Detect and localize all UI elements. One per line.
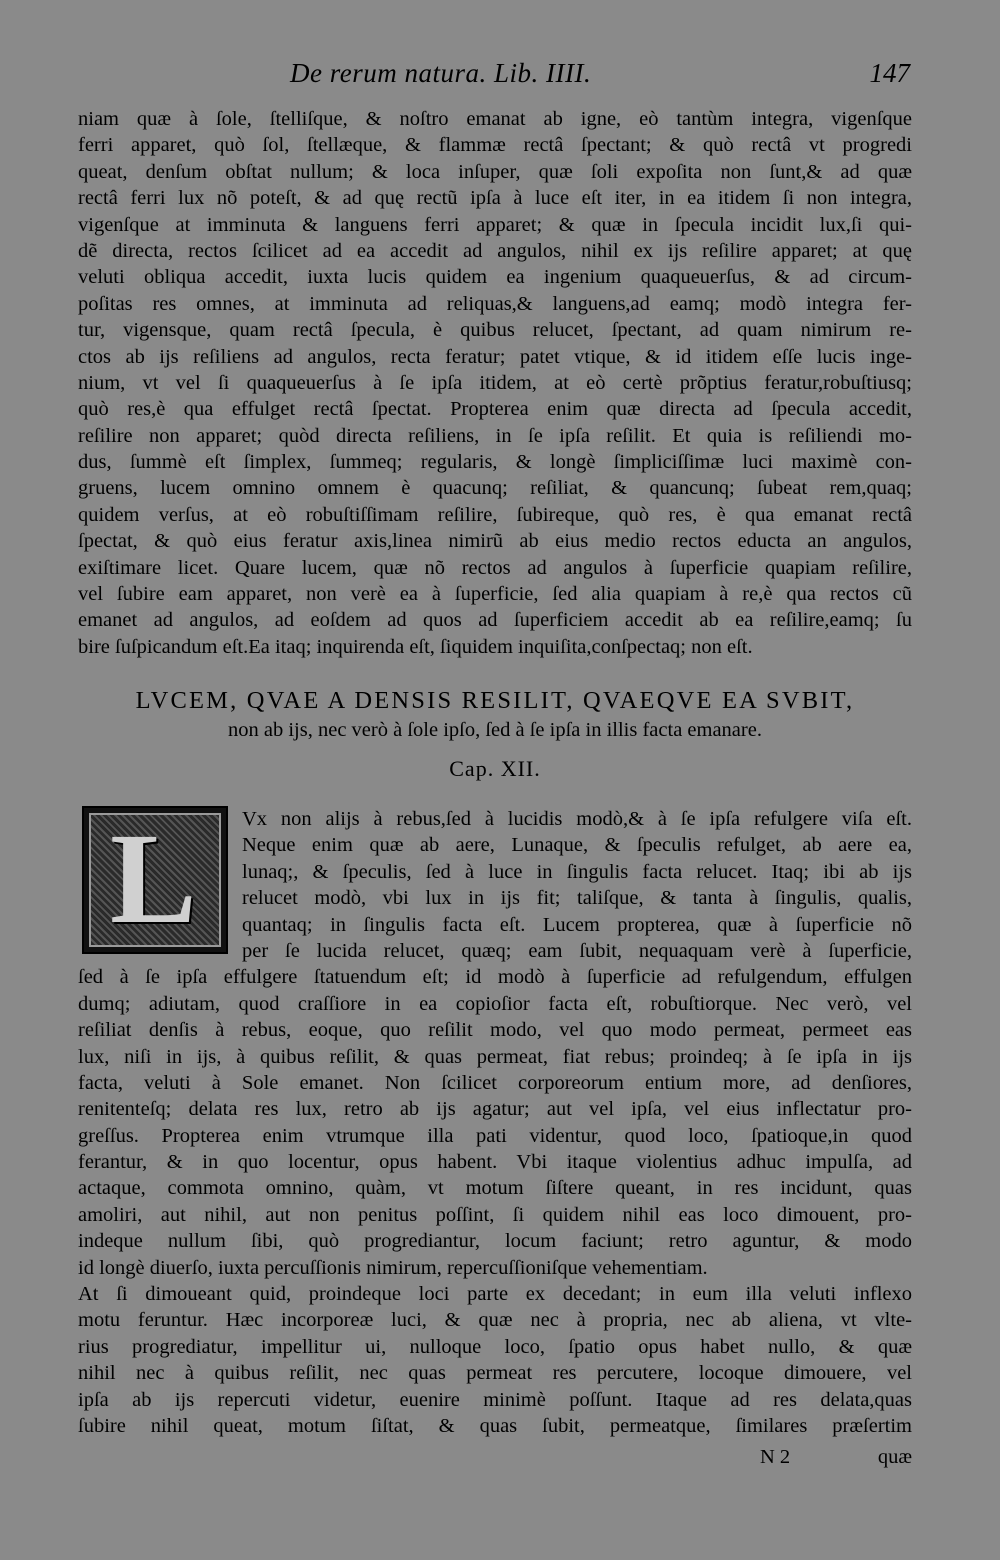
text-line: quidem verſus, at eò robuſtiſſimam reſilire, ſubireque, quò res, è qua emanat rectâ — [78, 503, 912, 526]
text-line: nium, vt vel ſi quaqueuerſus à ſe ipſa itidem, at eò certè prõptius feratur,robuſtiusq; — [78, 371, 912, 394]
text-line: rius progrediatur, impellitur ui, nulloque loco, ſpatio opus habet nullo, & quæ — [78, 1335, 912, 1358]
text-line: niam quæ à ſole, ſtelliſque, & noſtro emanat ab igne, eò tantùm integra, vigenſque — [78, 108, 912, 130]
text-line: veluti obliqua accedit, iuxta lucis quidem ea ingenium quaqueuerſus, & ad circum- — [78, 266, 912, 289]
text-line: reſiliat denſis à rebus, eoque, quo reſilit modo, vel quo modo permeat, permeet eas — [78, 1019, 912, 1042]
text-line: quantaq; in ſingulis facta eſt. Lucem propterea, quæ à ſuperficie nõ — [242, 913, 912, 936]
text-line: ſed à ſe ipſa effulgere ſtatuendum eſt; id modò à ſuperficie ad refulgendum, effulgen — [78, 966, 912, 989]
text-line: facta, veluti à Sole emanet. Non ſcilicet corporeorum entium more, ad denſiores, — [78, 1071, 912, 1094]
catchword: quæ — [877, 1446, 912, 1468]
chapter-number: Cap. XII. — [449, 756, 541, 781]
page-footer — [78, 1446, 912, 1476]
page-header — [80, 58, 910, 98]
text-line: emanet ad angulos, ad eoſdem ad quos ad ſuperficiem accedit ab ea reſilire,eamq; ſu — [78, 609, 912, 632]
text-line: At ſi dimoueant quid, proindeque loci parte ex decedant; in eum illa veluti inflexo — [78, 1283, 912, 1306]
running-title: De rerum natura. Lib. IIII. — [290, 58, 592, 88]
text-line: Neque enim quæ ab aere, Lunaque, & ſpeculis refulget, ab aere ea, — [242, 834, 912, 857]
text-line: lux, niſi in ijs, à quibus reſilit, & quas permeat, fiat rebus; proindeq; à ſe ipſa in ijs — [78, 1045, 912, 1068]
text-line: ferri apparet, quò ſol, ſtellæque, & flammæ rectâ ſpectant; & quò rectâ vt progredi — [78, 134, 912, 157]
text-line: motu feruntur. Hæc incorporeæ luci, & quæ nec à propria, nec ab aliena, vt vlte- — [78, 1309, 912, 1332]
text-line: ferantur, & in quo locentur, opus habent. Vbi itaque violentius adhuc impulſa, ad — [78, 1151, 912, 1174]
text-line: amoliri, aut nihil, aut non penitus poſſint, ſi quidem nihil eas loco dimouent, pro- — [78, 1203, 912, 1226]
text-line: per ſe lucida relucet, quæq; eam ſubit, nequaquam verè à ſuperficie, — [242, 939, 912, 962]
text-line: nihil nec à quibus reſilit, nec quas permeat res percutere, locoque dimouere, vel — [78, 1362, 912, 1385]
text-line: tur, vigensque, quam rectâ ſpecula, è quibus relucet, ſpectant, ad quam nimirum re- — [78, 319, 912, 342]
text-line: relucet modò, vbi lux in ijs fit; taliſque, & tanta à ſingulis, qualis, — [242, 887, 912, 910]
text-line: ctos ab ijs reſiliens ad angulos, recta feratur; patet vtique, & id itidem eſſe lucis inge- — [78, 345, 912, 368]
text-line: exiſtimare licet. Quare lucem, quæ nõ rectos ad angulos à ſuperficie quapiam reſilire, — [78, 556, 912, 579]
text-line: lunaq;, & ſpeculis, ſed à luce in ſingulis facta relucet. Itaq; ibi ab ijs — [242, 860, 912, 883]
text-line: vigenſque at imminuta & languens ferri apparet; & quæ in ſpecula incidit lux,ſi qui- — [78, 213, 912, 236]
text-line: actaque, commota omnino, quàm, vt motum ſiſtere queant, in res incidunt, quas — [78, 1177, 912, 1200]
text-line: ſpectat, & quò eius feratur axis,linea nimirũ ab eius medio rectos educta an angulos, — [78, 530, 912, 553]
text-line: gruens, lucem omnino omnem è quacunq; reſiliat, & quancunq; ſubeat rem,quaq; — [78, 477, 912, 500]
text-line: Vx non alijs à rebus,ſed à lucidis modò,& à ſe ipſa refulgere viſa eſt. — [242, 808, 912, 830]
chapter-subtitle: non ab ijs, nec verò à ſole ipſo, ſed à ſe ipſa in illis facta emanare. — [228, 719, 762, 741]
text-line: greſſus. Propterea enim vtrumque illa pati videntur, quod loco, ſpatioque,in quod — [78, 1124, 912, 1147]
text-line: dumq; adiutam, quod craſſiore in ea copioſior facta eſt, robuſtiorque. Nec verò, vel — [78, 992, 912, 1015]
paragraph-chapter-12 — [78, 806, 912, 1439]
text-line: ſubire nihil queat, motum ſiſtat, & quas ſubit, permeatque, ſimilares præſertim — [78, 1414, 912, 1437]
text-line: ipſa ab ijs repercuti videtur, euenire minimè poſſunt. Itaque ad res delata,quas — [78, 1388, 912, 1411]
page-number: 147 — [869, 58, 910, 88]
text-line: rectâ ferri lux nõ poteſt, & ad quę rectũ ipſa à luce eſt iter, in ea itidem ſi non integra, — [78, 187, 912, 210]
initial-letter: L — [110, 807, 197, 951]
text-line: vel ſubire eam apparet, non verè ea à ſuperficie, ſed alia quapiam à re,è qua rectos cũ — [78, 583, 912, 606]
text-line: poſitas res omnes, at imminuta ad reliquas,& languens,ad eamq; modò integra fer- — [78, 292, 912, 315]
text-line: dus, ſummè eſt ſimplex, ſummeq; regularis, & longè ſimpliciſſimæ luci maximè con- — [78, 451, 912, 474]
text-line: queat, denſum obſtat nullum; & loca inſuper, quæ ſoli expoſita non ſunt,& ad quæ — [78, 160, 912, 183]
text-line: indeque nullum ſibi, quò progrediantur, locum faciunt; retro aguntur, & modo — [78, 1230, 912, 1253]
text-line: dẽ directa, rectos ſcilicet ad ea accedit ad angulos, nihil ex ijs reſilire apparet; at quę — [78, 239, 912, 262]
text-line: reſilire non apparet; quòd directa reſiliens, in ſe ipſa reſilit. Et quia is reſiliendi mo- — [78, 424, 912, 447]
signature-mark: N 2 — [760, 1446, 791, 1468]
text-line: renitenteſq; delata res lux, retro ab ijs agatur; aut vel ipſa, vel eius inflectatur pro- — [78, 1098, 912, 1121]
text-line: bire ſuſpicandum eſt.Ea itaq; inquirenda eſt, ſiquidem inquiſita,conſpectaq; non eſt. — [78, 635, 753, 658]
text-line: quò res,è qua effulget rectâ ſpectat. Propterea enim quæ directa ad ſpecula accedit, — [78, 398, 912, 421]
chapter-title: LVCEM, QVAE A DENSIS RESILIT, QVAEQVE EA SVBIT, — [135, 687, 855, 714]
chapter-heading — [78, 686, 912, 784]
text-line: id longè diuerſo, iuxta percuſſionis nimirum, repercuſſioniſque vehementiam. — [78, 1256, 708, 1279]
paragraph-continued — [78, 106, 912, 660]
